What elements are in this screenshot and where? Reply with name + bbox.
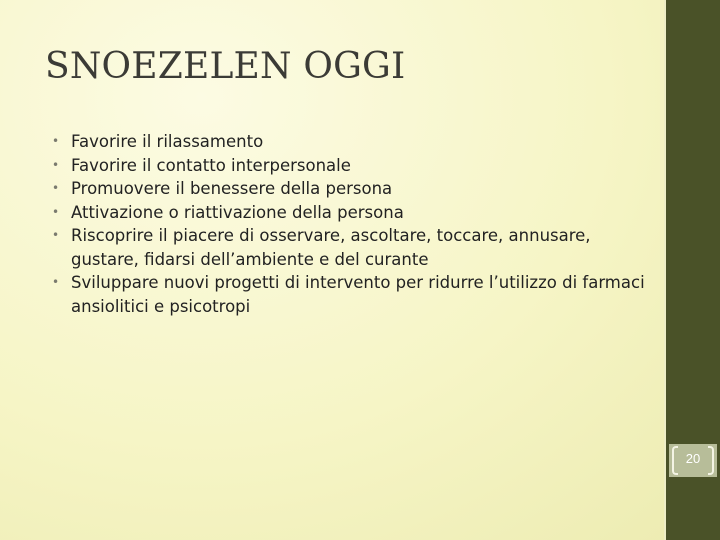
bullet-icon: • <box>52 157 60 172</box>
bullet-item <box>52 224 652 271</box>
bullet-icon: • <box>52 134 60 148</box>
bullet-icon: • <box>52 275 60 289</box>
bullet-icon: • <box>52 228 60 242</box>
page-number: 20 <box>685 451 701 466</box>
bullet-list <box>52 130 652 318</box>
bullet-text: Attivazione o riattivazione della persona <box>71 202 404 222</box>
bullet-item <box>52 201 652 225</box>
bullet-text: Riscoprire il piacere di osservare, ascoltare, toccare, annusare, gustare, fidarsi dell’ambiente e del curante <box>71 226 591 269</box>
bullet-text: Promuovere il benessere della persona <box>71 179 393 198</box>
bullet-text: Sviluppare nuovi progetti di intervento per ridurre l’utilizzo di farmaci ansiolitici e psicotropi <box>71 273 645 316</box>
bullet-icon: • <box>52 181 60 195</box>
bullet-text: Favorire il rilassamento <box>71 132 264 151</box>
slide-title: SNOEZELEN OGGI <box>45 46 406 87</box>
bullet-item <box>52 271 652 318</box>
bullet-text: Favorire il contatto interpersonale <box>71 155 351 175</box>
bullet-item <box>52 177 652 201</box>
bullet-item <box>52 130 652 154</box>
bullet-icon: • <box>52 204 60 219</box>
bullet-item <box>52 154 652 178</box>
